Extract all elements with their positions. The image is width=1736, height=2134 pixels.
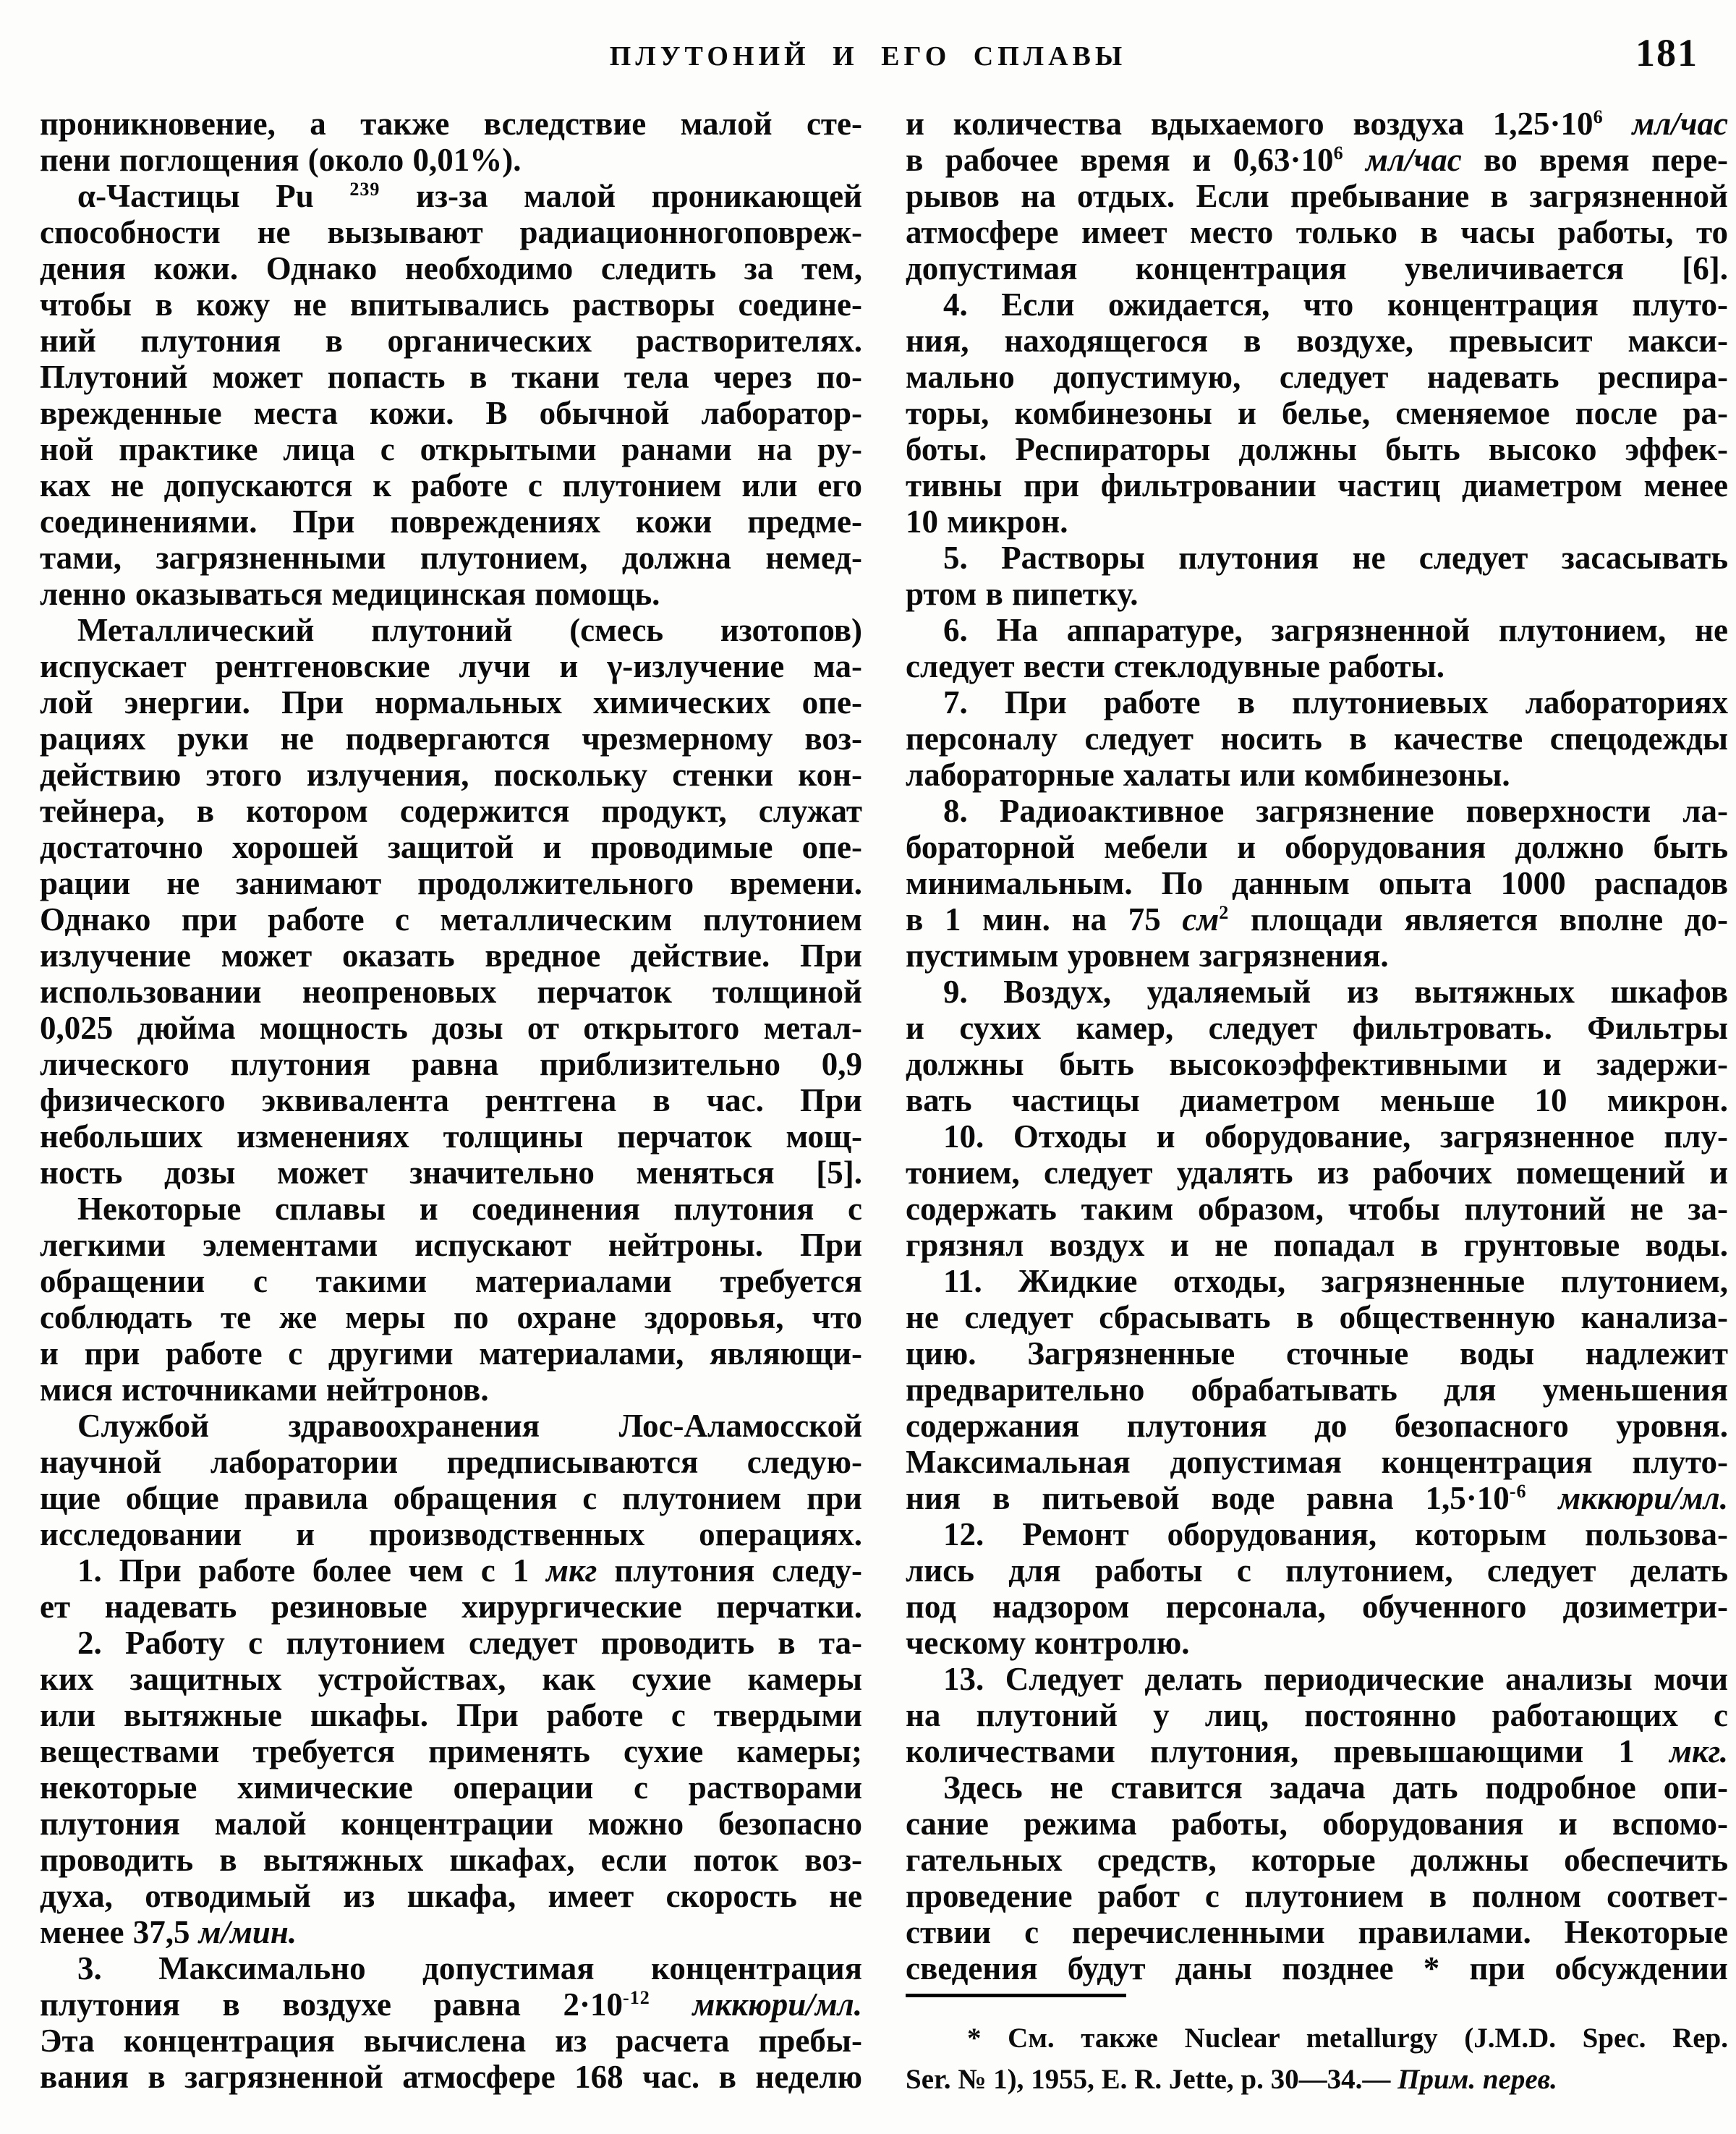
text-run: 13. Следует делать периодические анализы мочи <box>943 1661 1728 1697</box>
footnote-rule <box>906 1994 1126 1997</box>
text-run: ной практике лица с открытыми ранами на ру- <box>40 431 862 467</box>
text-run: плутония в воздухе равна 2·10 <box>40 1986 624 2023</box>
text-run: соединениями. При повреждениях кожи предме- <box>40 503 862 540</box>
text-run: ния в питьевой воде равна 1,5·10 <box>906 1480 1510 1516</box>
text-line <box>40 1697 862 1733</box>
text-run: 7. При работе в плутониевых лабораториях <box>943 684 1728 720</box>
text-line <box>40 974 862 1010</box>
text-run: α-Частицы Pu <box>77 178 350 214</box>
italic-run: Прим. перев. <box>1397 2064 1557 2095</box>
text-line <box>906 250 1728 286</box>
text-line <box>906 648 1728 684</box>
text-line <box>40 142 862 178</box>
text-run: вать частицы диаметром меньше 10 микрон. <box>906 1082 1728 1118</box>
text-run: плутония малой концентрации можно безопасно <box>40 1806 862 1842</box>
text-run: 2. Работу с плутонием следует проводить в та- <box>77 1625 862 1661</box>
text-run: Некоторые сплавы и соединения плутония с <box>77 1191 862 1227</box>
text-line <box>40 2023 862 2059</box>
text-line <box>906 757 1728 793</box>
text-line <box>40 2059 862 2095</box>
text-line <box>40 1986 862 2023</box>
text-run: ртом в пипетку. <box>906 576 1139 612</box>
text-run: площади является вполне до- <box>1229 901 1728 938</box>
text-line <box>40 214 862 250</box>
text-run: ках не допускаются к работе с плутонием или его <box>40 467 862 503</box>
text-run: должны быть высокоэффективными и задержи- <box>906 1046 1728 1082</box>
text-run: из-за малой проникающей <box>380 178 862 214</box>
text-line <box>906 1408 1728 1444</box>
text-run: некоторые химические операции с растворами <box>40 1769 862 1806</box>
text-run: использовании неопреновых перчаток толщиной <box>40 974 862 1010</box>
text-run: 10. Отходы и оборудование, загрязненное плу- <box>943 1118 1728 1155</box>
text-run: действию этого излучения, поскольку стенки кон- <box>40 757 862 793</box>
text-line <box>906 1480 1728 1516</box>
text-run: атмосфере имеет место только в часы работы, то <box>906 214 1728 250</box>
text-run: тами, загрязненными плутонием, должна немед- <box>40 540 862 576</box>
text-run <box>650 1986 693 2023</box>
text-run: персоналу следует носить в качестве спецодежды <box>906 720 1728 757</box>
text-run <box>1527 1480 1559 1516</box>
text-run: 0,025 дюйма мощность дозы от открытого метал- <box>40 1010 862 1046</box>
text-run: во время пере- <box>1461 142 1728 178</box>
left-column <box>40 106 862 2100</box>
superscript: 2 <box>1219 902 1230 923</box>
text-run: в рабочее время и 0,63·10 <box>906 142 1334 178</box>
italic-run: см <box>1182 901 1220 938</box>
text-line <box>40 467 862 503</box>
text-run: 12. Ремонт оборудования, которым пользова- <box>943 1516 1728 1552</box>
text-line <box>40 286 862 323</box>
text-line <box>40 250 862 286</box>
text-run: лического плутония равна приблизительно 0,9 <box>40 1046 862 1082</box>
text-line <box>40 612 862 648</box>
text-line <box>40 865 862 901</box>
text-line <box>906 576 1728 612</box>
text-line <box>40 106 862 142</box>
text-line <box>40 829 862 865</box>
text-run: ких защитных устройствах, как сухие камеры <box>40 1661 862 1697</box>
text-run: лабораторные халаты или комбинезоны. <box>906 757 1510 793</box>
text-line <box>906 1191 1728 1227</box>
text-run: пени поглощения (около 0,01%). <box>40 142 522 178</box>
text-run: содержания плутония до безопасного уровня. <box>906 1408 1728 1444</box>
text-line <box>40 1408 862 1444</box>
text-run: 9. Воздух, удаляемый из вытяжных шкафов <box>943 974 1728 1010</box>
text-line <box>40 1480 862 1516</box>
text-run: исследовании и производственных операциях. <box>40 1516 862 1552</box>
text-line <box>40 395 862 431</box>
superscript: 6 <box>1593 106 1604 127</box>
text-run: грязнял воздух и не попадал в грунтовые воды. <box>906 1227 1728 1263</box>
text-run: способности не вызывают радиационногоповреж- <box>40 214 862 250</box>
text-run: чтобы в кожу не впитывались растворы соедине- <box>40 286 862 323</box>
text-run: проведение работ с плутонием в полном соответ- <box>906 1878 1728 1914</box>
text-line <box>40 1661 862 1697</box>
text-line <box>40 1625 862 1661</box>
text-line <box>906 1878 1728 1914</box>
text-run: небольших изменениях толщины перчаток мощ- <box>40 1118 862 1155</box>
text-run: ний плутония в органических растворителях. <box>40 323 862 359</box>
text-run: Металлический плутоний (смесь изотопов) <box>77 612 862 648</box>
text-line <box>906 1372 1728 1408</box>
right-column-text <box>906 106 1728 1986</box>
text-line <box>906 323 1728 359</box>
text-run: гательных средств, которые должны обеспечить <box>906 1842 1728 1878</box>
text-run: лой энергии. При нормальных химических опе- <box>40 684 862 720</box>
text-run: испускает рентгеновские лучи и γ-излучение ма- <box>40 648 862 684</box>
text-run: щие общие правила обращения с плутонием при <box>40 1480 862 1516</box>
text-run: соблюдать те же меры по охране здоровья, что <box>40 1299 862 1335</box>
text-run: 8. Радиоактивное загрязнение поверхности ла- <box>943 793 1728 829</box>
text-line <box>40 359 862 395</box>
text-run: тонием, следует удалять из рабочих помещений и <box>906 1155 1728 1191</box>
text-line <box>40 1263 862 1299</box>
text-line <box>40 1010 862 1046</box>
text-run: Плутоний может попасть в ткани тела через по- <box>40 359 862 395</box>
text-line <box>40 1950 862 1986</box>
text-run: проводить в вытяжных шкафах, если поток воз- <box>40 1842 862 1878</box>
text-line <box>40 1082 862 1118</box>
italic-run: м/мин. <box>198 1914 297 1950</box>
text-line <box>906 612 1728 648</box>
text-run: торы, комбинезоны и белье, сменяемое после ра- <box>906 395 1728 431</box>
text-run: проникновение, а также вследствие малой сте- <box>40 106 862 142</box>
text-line <box>40 1118 862 1155</box>
text-line <box>40 1299 862 1335</box>
text-run: ность дозы может значительно меняться [5]. <box>40 1155 862 1191</box>
text-run: допустимая концентрация увеличивается [6]. <box>906 250 1728 286</box>
text-run: лись для работы с плутонием, следует делать <box>906 1552 1728 1589</box>
text-run: ленно оказываться медицинская помощь. <box>40 576 660 612</box>
text-line <box>906 1733 1728 1769</box>
text-line <box>906 1444 1728 1480</box>
text-line <box>906 2018 1728 2059</box>
text-line <box>40 1046 862 1082</box>
running-title: ПЛУТОНИЙ И ЕГО СПЛАВЫ <box>609 41 1127 72</box>
text-line <box>40 1914 862 1950</box>
text-run: содержать таким образом, чтобы плутоний не за- <box>906 1191 1728 1227</box>
text-run: и сухих камер, следует фильтровать. Фильтры <box>906 1010 1728 1046</box>
text-line <box>906 431 1728 467</box>
text-line <box>906 1046 1728 1082</box>
text-line <box>40 1733 862 1769</box>
text-line <box>40 1372 862 1408</box>
text-line <box>906 359 1728 395</box>
right-column <box>906 106 1728 2100</box>
text-line <box>906 467 1728 503</box>
text-line <box>906 1552 1728 1589</box>
text-run: пустимым уровнем загрязнения. <box>906 938 1389 974</box>
text-line <box>906 901 1728 938</box>
text-line <box>906 214 1728 250</box>
text-run: рывов на отдых. Если пребывание в загрязненной <box>906 178 1728 214</box>
text-run: * См. также Nuclear metallurgy (J.M.D. Spec. Rep. <box>967 2023 1728 2054</box>
superscript: -12 <box>623 1987 650 2008</box>
text-run: ствии с перечисленными правилами. Некоторые <box>906 1914 1728 1950</box>
text-run: бораторной мебели и оборудования должно быть <box>906 829 1728 865</box>
text-run: научной лаборатории предписываются следую- <box>40 1444 862 1480</box>
text-run: физического эквивалента рентгена в час. При <box>40 1082 862 1118</box>
text-run: 11. Жидкие отходы, загрязненные плутонием, <box>943 1263 1728 1299</box>
text-run: рации не занимают продолжительного времени. <box>40 865 862 901</box>
text-line <box>906 1299 1728 1335</box>
text-run: Максимальная допустимая концентрация плуто- <box>906 1444 1728 1480</box>
text-run: ческому контролю. <box>906 1625 1190 1661</box>
text-line <box>906 1010 1728 1046</box>
text-line <box>906 793 1728 829</box>
text-run: врежденные места кожи. В обычной лаборатор- <box>40 395 862 431</box>
italic-run: мккюри/мл. <box>1558 1480 1729 1516</box>
text-run: не следует сбрасывать в общественную канализа- <box>906 1299 1728 1335</box>
text-line <box>906 1769 1728 1806</box>
text-line <box>906 974 1728 1010</box>
italic-run: мкг <box>546 1552 597 1589</box>
text-line <box>40 1769 862 1806</box>
text-line <box>906 1806 1728 1842</box>
text-line <box>906 1950 1728 1986</box>
text-line <box>906 865 1728 901</box>
text-line <box>906 1227 1728 1263</box>
text-line <box>40 1155 862 1191</box>
footnote-text <box>906 2018 1728 2100</box>
text-line <box>906 1263 1728 1299</box>
text-line <box>906 142 1728 178</box>
text-run: мися источниками нейтронов. <box>40 1372 489 1408</box>
text-run: сведения будут даны позднее * при обсуждении <box>906 1950 1728 1986</box>
text-run: 4. Если ожидается, что концентрация плуто- <box>943 286 1728 323</box>
text-line <box>40 431 862 467</box>
text-run: Эта концентрация вычислена из расчета пребы- <box>40 2023 862 2059</box>
text-line <box>40 684 862 720</box>
text-line <box>40 1842 862 1878</box>
text-line <box>40 178 862 214</box>
text-line <box>906 938 1728 974</box>
text-line <box>40 757 862 793</box>
text-line <box>906 503 1728 540</box>
text-run: 5. Растворы плутония не следует засасывать <box>943 540 1728 576</box>
text-line <box>906 720 1728 757</box>
text-run: сание режима работы, оборудования и вспомо- <box>906 1806 1728 1842</box>
text-run: дения кожи. Однако необходимо следить за тем, <box>40 250 862 286</box>
text-run: и количества вдыхаемого воздуха 1,25·10 <box>906 106 1594 142</box>
superscript: 239 <box>349 179 380 200</box>
text-run: Ser. № 1), 1955, E. R. Jette, p. 30—34.— <box>906 2064 1398 2095</box>
text-line <box>906 1661 1728 1697</box>
text-line <box>40 1878 862 1914</box>
text-run: достаточно хорошей защитой и проводимые опе- <box>40 829 862 865</box>
text-run: и при работе с другими материалами, являющи- <box>40 1335 862 1372</box>
page-number: 181 <box>1635 31 1698 75</box>
text-line <box>40 1191 862 1227</box>
text-line <box>906 1625 1728 1661</box>
text-run: следует вести стеклодувные работы. <box>906 648 1444 684</box>
text-run <box>1604 106 1633 142</box>
text-run: Здесь не ставится задача дать подробное опи- <box>943 1769 1728 1806</box>
text-line <box>906 1516 1728 1552</box>
text-line <box>906 1335 1728 1372</box>
text-run: на плутоний у лиц, постоянно работающих с <box>906 1697 1728 1733</box>
text-line <box>40 1335 862 1372</box>
text-run: в 1 мин. на 75 <box>906 901 1183 938</box>
text-run: излучение может оказать вредное действие. При <box>40 938 862 974</box>
page-header <box>0 30 1736 88</box>
text-line <box>40 793 862 829</box>
text-line <box>906 684 1728 720</box>
text-run: 10 микрон. <box>906 503 1068 540</box>
text-line <box>40 648 862 684</box>
text-line <box>40 1806 862 1842</box>
text-run: количествами плутония, превышающими 1 <box>906 1733 1670 1769</box>
text-line <box>906 106 1728 142</box>
superscript: 6 <box>1333 143 1344 163</box>
text-line <box>906 178 1728 214</box>
superscript: -6 <box>1509 1481 1527 1502</box>
text-run: 6. На аппаратуре, загрязненной плутонием, не <box>943 612 1728 648</box>
text-line <box>40 720 862 757</box>
text-line <box>906 829 1728 865</box>
text-run: минимальным. По данным опыта 1000 распадов <box>906 865 1728 901</box>
text-line <box>906 1118 1728 1155</box>
text-line <box>40 1516 862 1552</box>
text-run: или вытяжные шкафы. При работе с твердыми <box>40 1697 862 1733</box>
text-run: Службой здравоохранения Лос-Аламосской <box>77 1408 862 1444</box>
text-line <box>40 901 862 938</box>
text-columns <box>40 106 1728 2100</box>
footnote <box>906 1994 1728 2100</box>
italic-run: мл/час <box>1632 106 1728 142</box>
text-line <box>40 503 862 540</box>
text-line <box>906 395 1728 431</box>
text-line <box>40 1552 862 1589</box>
text-run: 1. При работе более чем с 1 <box>77 1552 547 1589</box>
text-run: цию. Загрязненные сточные воды надлежит <box>906 1335 1728 1372</box>
text-run: плутония следу- <box>597 1552 862 1589</box>
text-line <box>40 1227 862 1263</box>
text-run: Однако при работе с металлическим плутонием <box>40 901 862 938</box>
text-run: духа, отводимый из шкафа, имеет скорость не <box>40 1878 862 1914</box>
text-run: боты. Респираторы должны быть высоко эффек- <box>906 431 1728 467</box>
text-run: вания в загрязненной атмосфере 168 час. в неделю <box>40 2059 862 2095</box>
text-run: мально допустимую, следует надевать респира- <box>906 359 1728 395</box>
text-line <box>906 1697 1728 1733</box>
text-run: предварительно обрабатывать для уменьшения <box>906 1372 1728 1408</box>
text-line <box>906 1589 1728 1625</box>
text-line <box>906 1914 1728 1950</box>
text-line <box>40 1589 862 1625</box>
text-line <box>906 286 1728 323</box>
text-run: ет надевать резиновые хирургические перчатки. <box>40 1589 862 1625</box>
text-run: тивны при фильтровании частиц диаметром менее <box>906 467 1728 503</box>
text-run: ния, находящегося в воздухе, превысит макси- <box>906 323 1728 359</box>
text-run: 3. Максимально допустимая концентрация <box>77 1950 862 1986</box>
text-line <box>906 1155 1728 1191</box>
text-run: тейнера, в котором содержится продукт, служат <box>40 793 862 829</box>
text-line <box>906 540 1728 576</box>
text-line <box>906 1082 1728 1118</box>
text-run: легкими элементами испускают нейтроны. При <box>40 1227 862 1263</box>
left-column-text <box>40 106 862 2095</box>
italic-run: мкг. <box>1669 1733 1728 1769</box>
italic-run: мл/час <box>1366 142 1462 178</box>
text-run: под надзором персонала, обученного дозиметри- <box>906 1589 1728 1625</box>
text-line <box>40 323 862 359</box>
text-line <box>906 2059 1728 2100</box>
text-line <box>40 576 862 612</box>
text-line <box>40 938 862 974</box>
text-run: менее 37,5 <box>40 1914 199 1950</box>
text-line <box>40 540 862 576</box>
text-run: рациях руки не подвергаются чрезмерному воз- <box>40 720 862 757</box>
italic-run: мккюри/мл. <box>692 1986 862 2023</box>
text-run <box>1344 142 1366 178</box>
text-line <box>906 1842 1728 1878</box>
text-run: веществами требуется применять сухие камеры; <box>40 1733 862 1769</box>
text-line <box>40 1444 862 1480</box>
text-run: обращении с такими материалами требуется <box>40 1263 862 1299</box>
